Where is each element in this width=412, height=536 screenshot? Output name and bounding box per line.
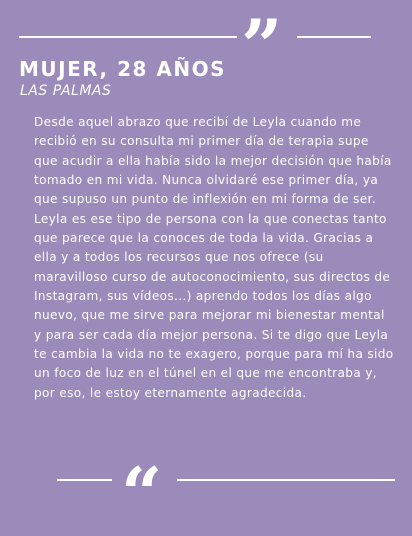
testimonial-author: MUJER, 28 AÑOS (19, 57, 226, 81)
testimonial-quote-text: Desde aquel abrazo que recibí de Leyla cuando me recibió en su consulta mi primer día de terapia supe que acudir a ella había sido la mejor decisión que había tomado en mi vida. Nunca olvidaré ese primer día, ya que supuso un punto de inflexión en mi forma de ser. Leyla es ese tipo de persona con la que conectas tanto que parece que la conoces de toda la vida. Gracias a ella y a todos los recursos que nos ofrece (su maravilloso curso de autoconocimiento, sus directos de Instagram, sus vídeos...) aprendo todos los días algo nuevo, que me sirve para mejorar mi bienestar mental y para ser cada día mejor persona. Si te digo que Leyla te cambia la vida no te exagero, porque para mí ha sido un foco de luz en el túnel en el que me encontraba y, por eso, le estoy eternamente agradecida. (34, 115, 394, 400)
top-left-divider (19, 36, 237, 38)
bottom-right-divider (177, 479, 395, 481)
opening-quote-icon: “ (121, 451, 163, 536)
bottom-left-divider (57, 479, 112, 481)
closing-quote-icon: ” (241, 3, 283, 88)
top-right-divider (297, 36, 371, 38)
testimonial-location: LAS PALMAS (20, 83, 112, 99)
